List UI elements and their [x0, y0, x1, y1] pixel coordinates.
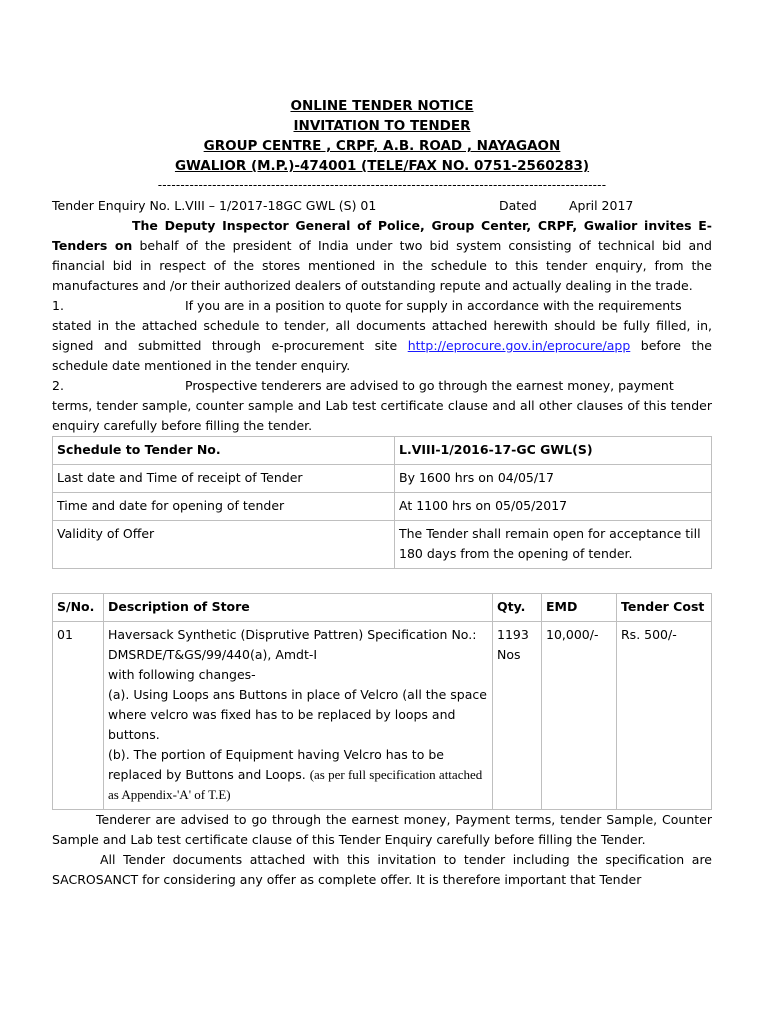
schedule-value: L.VIII-1/2016-17-GC GWL(S) [395, 437, 712, 465]
enquiry-line [52, 196, 712, 216]
separator-line: --------------------------------------------------------------------------------------------------- [157, 178, 607, 192]
store-table [52, 593, 712, 810]
eprocure-link[interactable]: http://eprocure.gov.in/eprocure/app [407, 338, 631, 353]
intro-bold: The Deputy Inspector General of Police, Group Center, CRPF, Gwalior invites E-Tenders on [52, 218, 712, 253]
clause-2-first-line [52, 376, 712, 396]
table-row [53, 521, 712, 569]
dated-value: April 2017 [569, 198, 634, 213]
clause-1-body [52, 316, 712, 376]
desc-line: (a). Using Loops ans Buttons in place of Velcro (all the space where velcro was fixed has to be replaced by loops and buttons. [108, 687, 487, 742]
cell-description [104, 622, 493, 810]
cell-sno: 01 [53, 622, 104, 810]
table-row [53, 493, 712, 521]
clause-2-first: Prospective tenderers are advised to go through the earnest money, payment [185, 378, 674, 393]
col-sno: S/No. [53, 594, 104, 622]
schedule-label: Schedule to Tender No. [53, 437, 395, 465]
footer-paragraph-2: All Tender documents attached with this invitation to tender including the specification are SACROSANCT for considering any offer as complete offer. It is therefore important that Tender [52, 852, 712, 887]
intro-paragraph [52, 216, 712, 296]
last-date-value: By 1600 hrs on 04/05/17 [395, 465, 712, 493]
clause-2-number: 2. [52, 378, 64, 393]
schedule-table [52, 436, 712, 569]
dated-label: Dated [499, 198, 537, 213]
invitation-title: INVITATION TO TENDER [293, 118, 471, 134]
clause-1-number: 1. [52, 298, 64, 313]
office-contact: GWALIOR (M.P.)-474001 (TELE/FAX NO. 0751-2560283) [174, 158, 590, 174]
clause-2-body: terms, tender sample, counter sample and Lab test certificate clause and all other clauses of this tender enquiry carefully before filling the tender. [52, 398, 712, 433]
validity-value: The Tender shall remain open for acceptance till 180 days from the opening of tender. [395, 521, 712, 569]
col-description: Description of Store [104, 594, 493, 622]
cell-qty: 1193 Nos [493, 622, 542, 810]
cell-tender-cost: Rs. 500/- [617, 622, 712, 810]
col-tender-cost: Tender Cost [617, 594, 712, 622]
desc-appendix: (as per full specification attached as Appendix-'A' of T.E) [108, 767, 483, 802]
table-row [53, 437, 712, 465]
enquiry-number: Tender Enquiry No. L.VIII – 1/2017-18GC GWL (S) 01 [52, 198, 377, 213]
opening-label: Time and date for opening of tender [53, 493, 395, 521]
validity-label: Validity of Offer [53, 521, 395, 569]
desc-line-text: (b). The portion of Equipment having Velcro has to be replaced by Buttons and Loops. [108, 747, 444, 782]
last-date-label: Last date and Time of receipt of Tender [53, 465, 395, 493]
desc-line: Haversack Synthetic (Disprutive Pattren) Specification No.: DMSRDE/T&GS/99/440(a), Amdt-I [108, 627, 477, 662]
clause-1-first: If you are in a position to quote for supply in accordance with the requirements [185, 298, 682, 313]
table-row [53, 465, 712, 493]
col-qty: Qty. [493, 594, 542, 622]
footer-paragraph-1: Tenderer are advised to go through the earnest money, Payment terms, tender Sample, Counter Sample and Lab test certificate clause of this Tender Enquiry carefully before filling the Tender. [52, 812, 712, 847]
tender-notice-page [52, 96, 712, 890]
table-row [53, 622, 712, 810]
col-emd: EMD [542, 594, 617, 622]
intro-rest: behalf of the president of India under two bid system consisting of technical bid and financial bid in respect of the stores mentioned in the schedule to this tender enquiry, from the manufactures and /or their authorized dealers of outstanding repute and actually dealing in the trade. [52, 238, 712, 293]
clause-1-text: stated in the attached schedule to tender, all documents attached herewith should be fully filled, in, signed and submitted through e-procurement site [52, 318, 712, 353]
desc-line: with following changes- [108, 667, 256, 682]
cell-emd: 10,000/- [542, 622, 617, 810]
clause-1-text-end: before the schedule date mentioned in the tender enquiry. [52, 338, 712, 373]
desc-line [108, 745, 488, 805]
notice-title: ONLINE TENDER NOTICE [290, 98, 474, 114]
opening-value: At 1100 hrs on 05/05/2017 [395, 493, 712, 521]
table-header-row [53, 594, 712, 622]
office-address: GROUP CENTRE , CRPF, A.B. ROAD , NAYAGAON [203, 138, 561, 154]
clause-1-first-line [52, 296, 712, 316]
